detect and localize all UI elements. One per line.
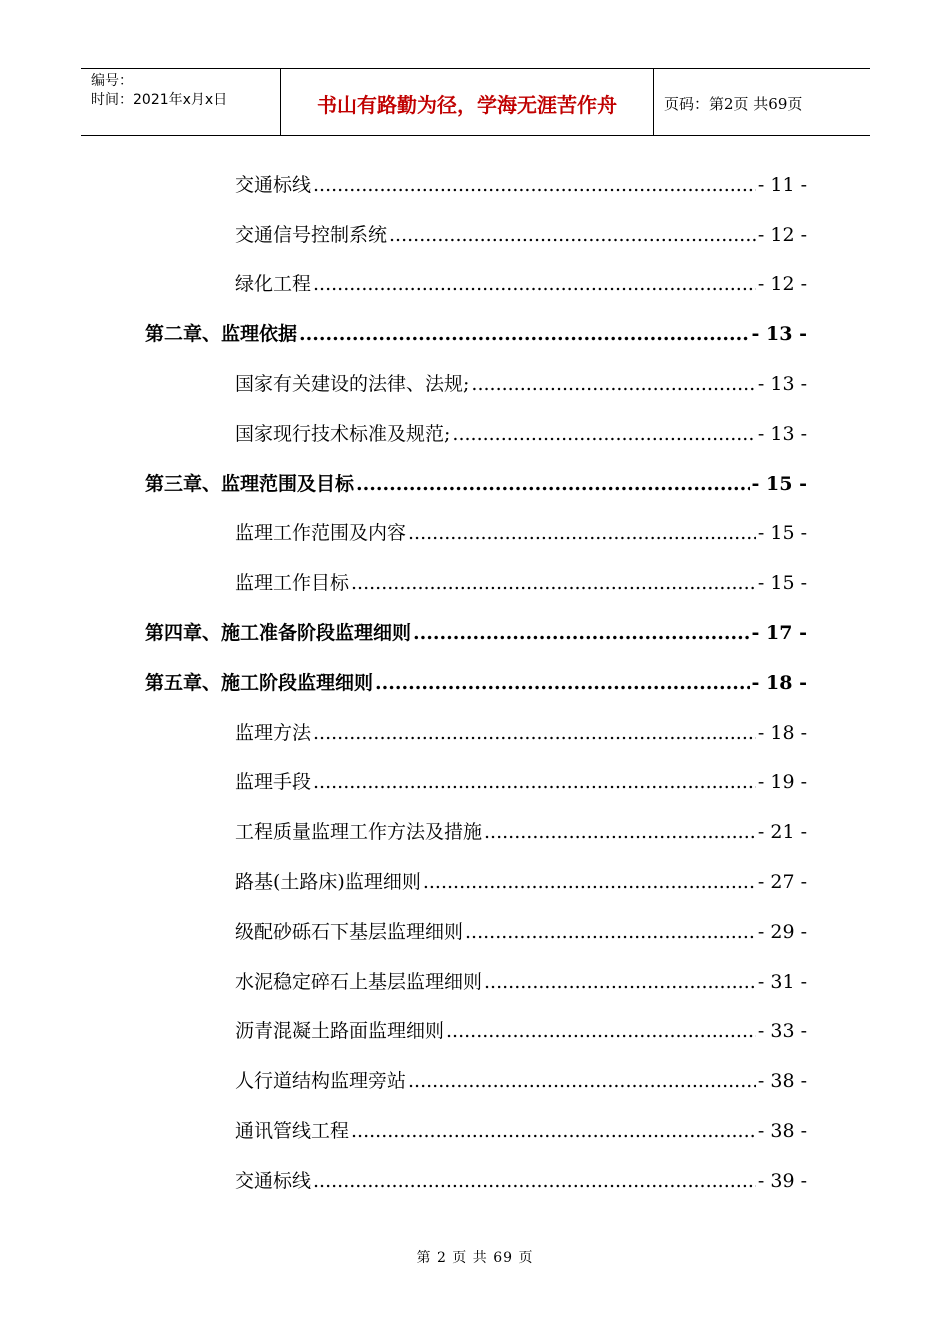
toc-chapter-entry[interactable] [145,670,807,696]
toc-dot-leader [299,321,750,347]
toc-entry-page: - 13 - [757,423,807,445]
toc-entry[interactable] [235,172,807,198]
toc-entry-page: - 15 - [751,473,807,495]
toc-entry-page: - 18 - [751,672,807,694]
toc-entry[interactable] [235,819,807,845]
toc-entry[interactable] [235,271,807,297]
toc-entry-page: - 12 - [757,273,807,295]
toc-entry-page: - 11 - [757,174,807,196]
toc-dot-leader [484,819,756,845]
toc-entry[interactable] [235,1068,807,1094]
toc-entry-title: 第五章、施工阶段监理细则 [145,672,374,694]
toc-dot-leader [375,670,750,696]
toc-dot-leader [313,769,756,795]
document-time-label: 时间：2021年x月x日 [91,92,228,108]
toc-dot-leader [408,1068,756,1094]
toc-entry-page: - 38 - [757,1070,807,1092]
toc-entry-title: 交通标线 [235,174,312,196]
toc-dot-leader [313,720,756,746]
toc-dot-leader [446,1018,756,1044]
toc-entry-page: - 33 - [757,1020,807,1042]
toc-entry-page: - 18 - [757,722,807,744]
toc-entry-page: - 17 - [751,622,807,644]
toc-entry-title: 人行道结构监理旁站 [235,1070,407,1092]
toc-chapter-entry[interactable] [145,471,807,497]
toc-dot-leader [313,271,756,297]
toc-entry-title: 监理工作范围及内容 [235,522,407,544]
toc-dot-leader [351,570,756,596]
toc-dot-leader [452,421,755,447]
toc-entry-page: - 15 - [757,572,807,594]
toc-dot-leader [356,471,750,497]
toc-entry[interactable] [235,1018,807,1044]
toc-dot-leader [465,919,756,945]
toc-entry-page: - 27 - [757,871,807,893]
toc-entry[interactable] [235,1118,807,1144]
toc-entry-page: - 12 - [757,224,807,246]
toc-entry[interactable] [235,520,807,546]
toc-entry[interactable] [235,869,807,895]
toc-entry-title: 监理手段 [235,771,312,793]
toc-entry-page: - 13 - [751,323,807,345]
toc-entry-page: - 19 - [757,771,807,793]
toc-entry-title: 监理工作目标 [235,572,350,594]
toc-entry-title: 交通标线 [235,1170,312,1192]
page-footer: 第 2 页 共 69 页 [416,1250,534,1266]
toc-dot-leader [313,1168,756,1194]
toc-entry-title: 水泥稳定碎石上基层监理细则 [235,971,483,993]
toc-entry-page: - 38 - [757,1120,807,1142]
toc-entry-page: - 13 - [757,373,807,395]
toc-entry-title: 监理方法 [235,722,312,744]
toc-entry[interactable] [235,570,807,596]
toc-entry[interactable] [235,371,807,397]
toc-dot-leader [389,222,756,248]
toc-entry-page: - 39 - [757,1170,807,1192]
toc-entry-page: - 15 - [757,522,807,544]
toc-dot-leader [423,869,756,895]
toc-entry[interactable] [235,1168,807,1194]
toc-entry-page: - 29 - [757,921,807,943]
toc-entry-title: 国家现行技术标准及规范; [235,423,451,445]
toc-entry-title: 沥青混凝土路面监理细则 [235,1020,445,1042]
toc-entry-title: 绿化工程 [235,273,312,295]
toc-entry-title: 路基(土路床)监理细则 [235,871,421,893]
toc-entry[interactable] [235,720,807,746]
toc-entry[interactable] [235,969,807,995]
toc-entry-title: 级配砂砾石下基层监理细则 [235,921,464,943]
toc-entry-title: 工程质量监理工作方法及措施 [235,821,483,843]
toc-entry-title: 国家有关建设的法律、法规; [235,373,470,395]
document-number-label: 编号： [91,73,133,89]
toc-dot-leader [484,969,756,995]
toc-entry-title: 第三章、监理范围及目标 [145,473,355,495]
toc-dot-leader [413,620,750,646]
toc-entry-title: 第二章、监理依据 [145,323,298,345]
toc-entry[interactable] [235,222,807,248]
toc-dot-leader [313,172,756,198]
toc-entry-page: - 21 - [757,821,807,843]
toc-entry-title: 通讯管线工程 [235,1120,350,1142]
toc-entry[interactable] [235,421,807,447]
toc-entry-title: 交通信号控制系统 [235,224,388,246]
toc-entry[interactable] [235,769,807,795]
toc-dot-leader [408,520,756,546]
toc-entry-title: 第四章、施工准备阶段监理细则 [145,622,412,644]
header-page-info: 页码：第2页 共69页 [664,94,803,113]
header-motto: 书山有路勤为径，学海无涯苦作舟 [281,69,654,135]
toc-entry[interactable] [235,919,807,945]
toc-entry-page: - 31 - [757,971,807,993]
toc-chapter-entry[interactable] [145,620,807,646]
toc-chapter-entry[interactable] [145,321,807,347]
toc-dot-leader [471,371,755,397]
toc-dot-leader [351,1118,756,1144]
